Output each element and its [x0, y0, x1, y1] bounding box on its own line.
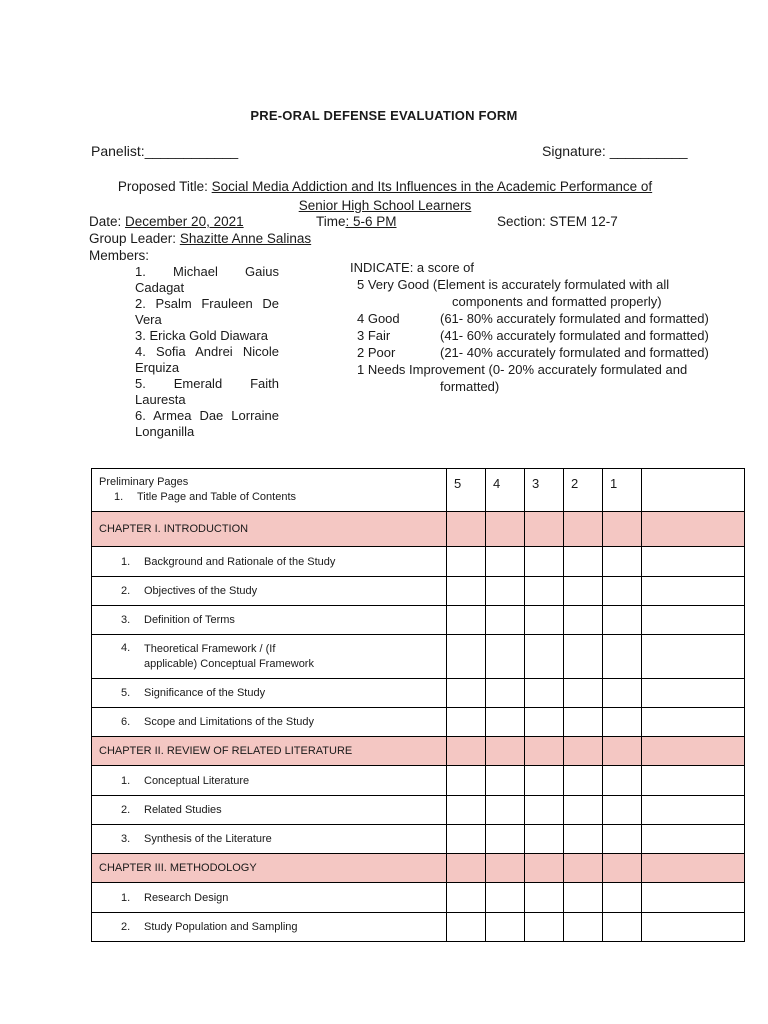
criterion-cell [92, 606, 447, 635]
item-number: 4. [121, 641, 131, 654]
chapter-row [92, 737, 745, 766]
score-cell[interactable] [525, 635, 564, 679]
score-header-3: 3 [525, 469, 564, 512]
score-cell[interactable] [486, 635, 525, 679]
table-row [92, 635, 745, 679]
criterion-cell [92, 547, 447, 577]
member-item: 5. Emerald Faith Lauresta [135, 376, 279, 407]
score-cell[interactable] [564, 635, 603, 679]
remarks-cell[interactable] [642, 708, 745, 737]
item-label: Significance of the Study [144, 687, 266, 699]
panelist-label: Panelist: [91, 143, 145, 159]
signature-blank[interactable]: __________ [609, 143, 688, 159]
score-cell[interactable] [564, 708, 603, 737]
item-number: 2. [121, 804, 131, 816]
scoring-legend [350, 259, 709, 395]
remarks-cell[interactable] [642, 512, 745, 547]
item-number: 5. [121, 687, 131, 699]
legend-good-desc: (61- 80% accurately formulated and formatted) [440, 311, 709, 326]
score-cell[interactable] [603, 606, 642, 635]
proposed-title-value-line1: Social Media Addiction and Its Influences in the Academic Performance of [211, 179, 653, 194]
member-item: 2. Psalm Frauleen De Vera [135, 296, 279, 327]
table-row [92, 577, 745, 606]
score-cell[interactable] [447, 913, 486, 942]
remarks-cell[interactable] [642, 913, 745, 942]
group-leader-line [89, 231, 311, 246]
score-cell[interactable] [447, 825, 486, 854]
score-cell[interactable] [603, 913, 642, 942]
date-label: Date: [89, 214, 126, 229]
score-cell[interactable] [525, 679, 564, 708]
section-line [497, 214, 618, 229]
legend-very-good-cont: components and formatted properly) [452, 294, 662, 309]
signature-line [542, 143, 688, 159]
score-cell[interactable] [486, 796, 525, 825]
score-cell[interactable] [525, 883, 564, 913]
item-label: Title Page and Table of Contents [137, 491, 296, 503]
score-cell[interactable] [447, 679, 486, 708]
score-cell[interactable] [525, 708, 564, 737]
score-cell[interactable] [486, 825, 525, 854]
form-title: PRE-ORAL DEFENSE EVALUATION FORM [250, 108, 518, 123]
legend-needs-improvement: 1 Needs Improvement (0- 20% accurately formulated and [357, 362, 688, 377]
member-item: 6. Armea Dae Lorraine Longanilla [135, 408, 279, 439]
signature-label: Signature: [542, 143, 610, 159]
score-cell[interactable] [603, 796, 642, 825]
score-cell[interactable] [564, 796, 603, 825]
date-value: December 20, 2021 [125, 214, 244, 229]
remarks-cell[interactable] [642, 825, 745, 854]
score-cell[interactable] [564, 577, 603, 606]
score-cell[interactable] [447, 883, 486, 913]
score-cell[interactable] [603, 577, 642, 606]
score-cell[interactable] [447, 635, 486, 679]
legend-needs-improvement-cont: formatted) [440, 379, 500, 394]
remarks-cell[interactable] [642, 635, 745, 679]
score-cell[interactable] [525, 825, 564, 854]
score-cell[interactable] [603, 854, 642, 883]
score-cell[interactable] [525, 547, 564, 577]
remarks-cell[interactable] [642, 796, 745, 825]
score-cell[interactable] [486, 679, 525, 708]
score-cell[interactable] [564, 737, 603, 766]
score-cell[interactable] [486, 883, 525, 913]
score-cell[interactable] [486, 913, 525, 942]
time-label: Time [316, 214, 346, 229]
item-label: Objectives of the Study [144, 585, 258, 597]
remarks-cell[interactable] [642, 854, 745, 883]
criterion-cell [92, 679, 447, 708]
score-cell[interactable] [447, 547, 486, 577]
table-row [92, 606, 745, 635]
chapter-row [92, 512, 745, 547]
remarks-cell[interactable] [642, 547, 745, 577]
legend-good-label: 4 Good [357, 311, 400, 326]
score-cell[interactable] [486, 766, 525, 796]
remarks-cell[interactable] [642, 679, 745, 708]
time-line [316, 214, 397, 229]
chapter-title: CHAPTER II. REVIEW OF RELATED LITERATURE [92, 737, 447, 766]
legend-poor-desc: (21- 40% accurately formulated and formatted) [440, 345, 709, 360]
member-item: 3. Ericka Gold Diawara [135, 328, 268, 343]
member-item: 4. Sofia Andrei Nicole Erquiza [135, 344, 279, 375]
criterion-cell [92, 825, 447, 854]
remarks-cell[interactable] [642, 883, 745, 913]
section-value: STEM 12-7 [549, 214, 618, 229]
score-cell[interactable] [564, 825, 603, 854]
legend-poor-label: 2 Poor [357, 345, 396, 360]
remarks-cell[interactable] [642, 606, 745, 635]
item-label: Theoretical Framework / (If applicable) Conceptual Framework [144, 642, 314, 670]
score-cell[interactable] [525, 766, 564, 796]
score-cell[interactable] [525, 796, 564, 825]
preliminary-heading: Preliminary Pages [99, 476, 189, 488]
score-cell[interactable] [447, 854, 486, 883]
item-label: Related Studies [144, 804, 222, 816]
score-cell[interactable] [525, 606, 564, 635]
table-row [92, 547, 745, 577]
item-label: Scope and Limitations of the Study [144, 716, 314, 728]
score-cell[interactable] [564, 766, 603, 796]
legend-fair-label: 3 Fair [357, 328, 391, 343]
panelist-line [91, 143, 238, 159]
score-cell[interactable] [486, 606, 525, 635]
remarks-cell[interactable] [642, 737, 745, 766]
score-cell[interactable] [603, 512, 642, 547]
score-cell[interactable] [447, 606, 486, 635]
score-cell[interactable] [525, 737, 564, 766]
date-line [89, 214, 244, 229]
score-cell[interactable] [603, 766, 642, 796]
table-row [92, 883, 745, 913]
item-label: Research Design [144, 891, 229, 904]
proposed-title-label: Proposed Title: [117, 179, 212, 194]
score-cell[interactable] [486, 547, 525, 577]
criterion-cell [92, 883, 447, 913]
item-label: Background and Rationale of the Study [144, 555, 336, 568]
score-cell[interactable] [564, 606, 603, 635]
score-cell[interactable] [603, 679, 642, 708]
score-cell[interactable] [564, 883, 603, 913]
group-leader-value: Shazitte Anne Salinas [179, 231, 312, 246]
item-number: 1. [114, 491, 124, 503]
chapter-row [92, 854, 745, 883]
legend-heading: INDICATE: a score of [350, 260, 475, 275]
score-cell[interactable] [564, 679, 603, 708]
evaluation-table [91, 468, 745, 942]
table-row [92, 679, 745, 708]
item-number: 1. [121, 774, 131, 787]
members-list [135, 264, 279, 440]
table-row [92, 766, 745, 796]
criterion-cell [92, 766, 447, 796]
score-cell[interactable] [603, 708, 642, 737]
score-cell[interactable] [486, 512, 525, 547]
chapter-title: CHAPTER I. INTRODUCTION [92, 512, 447, 547]
score-cell[interactable] [564, 854, 603, 883]
score-cell[interactable] [603, 547, 642, 577]
item-label: Study Population and Sampling [144, 921, 298, 933]
score-cell[interactable] [486, 737, 525, 766]
table-row [92, 913, 745, 942]
proposed-title-value-line2: Senior High School Learners [298, 198, 472, 213]
criterion-cell [92, 913, 447, 942]
score-cell[interactable] [525, 577, 564, 606]
group-leader-label: Group Leader: [89, 231, 180, 246]
score-cell[interactable] [603, 737, 642, 766]
item-number: 3. [121, 833, 131, 845]
preliminary-item [92, 490, 446, 505]
score-header-4: 4 [486, 469, 525, 512]
item-number: 2. [121, 921, 131, 933]
score-cell[interactable] [603, 825, 642, 854]
legend-fair-desc: (41- 60% accurately formulated and formatted) [440, 328, 709, 343]
score-cell[interactable] [603, 883, 642, 913]
chapter-title: CHAPTER III. METHODOLOGY [92, 854, 447, 883]
remarks-cell[interactable] [642, 469, 745, 512]
criterion-cell [92, 796, 447, 825]
score-cell[interactable] [447, 708, 486, 737]
score-cell[interactable] [525, 854, 564, 883]
remarks-cell[interactable] [642, 577, 745, 606]
table-row [92, 708, 745, 737]
table-row [92, 796, 745, 825]
score-cell[interactable] [525, 512, 564, 547]
table-row-preliminary [92, 469, 745, 512]
item-number: 3. [121, 614, 131, 626]
score-cell[interactable] [486, 854, 525, 883]
legend-very-good: 5 Very Good (Element is accurately formulated with all [357, 277, 670, 292]
score-cell[interactable] [486, 577, 525, 606]
item-label: Definition of Terms [144, 614, 235, 626]
preliminary-cell [92, 469, 447, 512]
score-cell[interactable] [447, 766, 486, 796]
score-cell[interactable] [486, 708, 525, 737]
item-label: Conceptual Literature [144, 774, 250, 787]
score-cell[interactable] [525, 913, 564, 942]
score-header-5: 5 [447, 469, 486, 512]
score-cell[interactable] [564, 512, 603, 547]
score-cell[interactable] [447, 737, 486, 766]
remarks-cell[interactable] [642, 766, 745, 796]
score-cell[interactable] [447, 577, 486, 606]
score-cell[interactable] [564, 547, 603, 577]
section-label: Section: [497, 214, 550, 229]
proposed-title [100, 177, 670, 215]
panelist-blank[interactable]: ____________ [144, 143, 239, 159]
members-label: Members: [89, 248, 150, 263]
score-cell[interactable] [447, 512, 486, 547]
time-value: : 5-6 PM [345, 214, 397, 229]
item-label: Synthesis of the Literature [144, 833, 272, 845]
score-header-2: 2 [564, 469, 603, 512]
item-number: 1. [121, 555, 131, 568]
score-cell[interactable] [447, 796, 486, 825]
criterion-cell [92, 635, 447, 679]
item-number: 6. [121, 716, 131, 728]
score-cell[interactable] [603, 635, 642, 679]
table-row [92, 825, 745, 854]
criterion-cell [92, 708, 447, 737]
item-number: 1. [121, 891, 131, 904]
member-item: 1. Michael Gaius Cadagat [135, 264, 279, 295]
score-cell[interactable] [564, 913, 603, 942]
item-number: 2. [121, 585, 131, 597]
criterion-cell [92, 577, 447, 606]
score-header-1: 1 [603, 469, 642, 512]
